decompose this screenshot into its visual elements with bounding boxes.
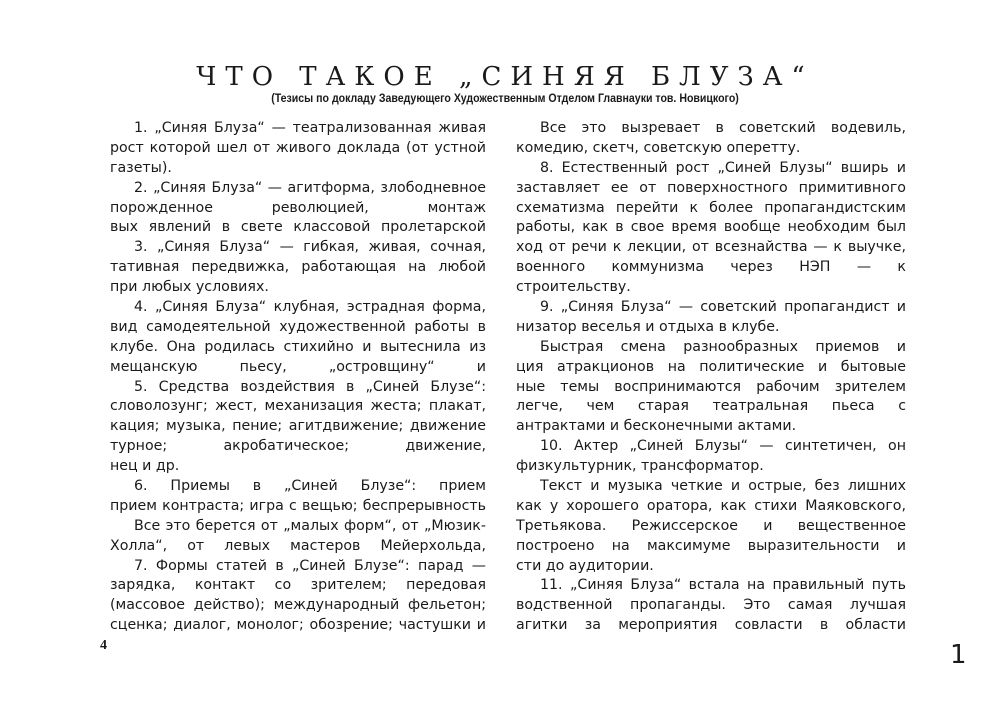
text-line: порожденное революцией, монтаж — [110, 199, 486, 216]
text-line: водственной пропаганды. Это самая лучшая — [516, 597, 906, 614]
text-line: газеты). — [110, 159, 172, 176]
paragraph — [110, 119, 486, 179]
paragraph — [110, 298, 486, 378]
text-line: 1. „Синяя Блуза“ — театрализованная живая — [134, 120, 486, 136]
paragraph — [110, 378, 486, 477]
text-line: Все это вызревает в советский водевиль, — [540, 120, 906, 136]
paragraph — [516, 437, 906, 477]
text-line: антрактами и бесконечными актами. — [516, 418, 797, 435]
text-line: Текст и музыка четкие и острые, без лишних — [540, 478, 906, 495]
paragraph — [110, 517, 486, 557]
text-line: рост которой шел от живого доклада (от устной — [110, 139, 486, 156]
text-line: словолозунг; жест, механизация жеста; плакат, — [110, 398, 486, 415]
text-line: ные темы воспринимаются рабочим зрителем — [516, 378, 906, 395]
text-line: прием контраста; игра с вещью; беспрерывность — [110, 497, 486, 514]
text-line: Третьякова. Режиссерское и вещественное — [516, 517, 906, 534]
text-line: вых явлений в свете классовой пролетарской — [110, 219, 486, 236]
text-line: легче, чем старая театральная пьеса с — [516, 398, 906, 415]
text-line: 5. Средства воздействия в „Синей Блузе“: — [134, 378, 486, 395]
text-line: 3. „Синяя Блуза“ — гибкая, живая, сочная, — [134, 239, 486, 256]
text-line: военного коммунизма через НЭП — к — [516, 259, 906, 276]
paragraph — [516, 576, 906, 636]
text-line: вид самодеятельной художественной работы в — [110, 318, 486, 335]
text-line: комедию, скетч, советскую оперетту. — [516, 139, 801, 156]
paragraph — [516, 119, 906, 159]
text-line: Быстрая смена разнообразных приемов и — [540, 338, 906, 355]
text-line: кация; музыка, пение; агитдвижение; движение — [110, 418, 486, 435]
text-line: 2. „Синяя Блуза“ — агитформа, злободневное — [134, 179, 486, 196]
text-line: схематизма перейти к более пропагандистским — [516, 199, 906, 216]
text-line: клубе. Она родилась стихийно и вытеснила из — [110, 338, 486, 355]
text-line: Холла“, от левых мастеров Мейерхольда, — [110, 537, 486, 554]
page-number: 4 — [100, 638, 107, 653]
page-title: ЧТО ТАКОЕ „СИНЯЯ БЛУЗА“ — [196, 62, 814, 92]
paragraph — [516, 298, 906, 338]
text-line: заставляет ее от поверхностного примитивного — [516, 179, 906, 196]
text-line: 7. Формы статей в „Синей Блузе“: парад — — [134, 557, 486, 574]
text-line: турное; акробатическое; движение, — [110, 438, 486, 455]
text-line: мещанскую пьесу, „островщину“ и — [110, 358, 486, 375]
text-line: 4. „Синяя Блуза“ клубная, эстрадная форма, — [134, 299, 486, 316]
text-line: сти до аудитории. — [516, 557, 654, 574]
text-line: тативная передвижка, работающая на любой — [110, 259, 486, 276]
text-line: физкультурник, трансформатор. — [516, 458, 764, 475]
paragraph — [110, 477, 486, 517]
text-line: низатор веселья и отдыха в клубе. — [516, 318, 780, 335]
left-column — [110, 119, 486, 636]
paragraph — [110, 557, 486, 637]
text-line: (массовое действо); международный фельетон; — [110, 597, 486, 614]
text-line: как у хорошего оратора, как стихи Маяковского, — [516, 497, 906, 514]
text-line: 10. Актер „Синей Блузы“ — синтетичен, он — [540, 438, 906, 455]
right-column — [516, 119, 906, 636]
text-line: ход от речи к лекции, от всезнайства — к выучке, — [516, 239, 906, 256]
text-line: построено на максимуме выразительности и — [516, 537, 906, 554]
text-line: ция атракционов на политические и бытовые — [516, 358, 906, 375]
text-line: при любых условиях. — [110, 279, 269, 296]
text-line: сценка; диалог, монолог; обозрение; частушки и — [110, 617, 486, 634]
page-subtitle: (Тезисы по докладу Заведующего Художественным Отделом Главнауки тов. Новицкого) — [271, 93, 739, 105]
paragraph — [516, 477, 906, 576]
text-line: Все это берется от „малых форм“, от „Мюзик- — [134, 517, 486, 534]
text-line: 8. Естественный рост „Синей Блузы“ вширь и — [540, 159, 906, 176]
text-line: 11. „Синяя Блуза“ встала на правильный путь — [540, 577, 906, 594]
paragraph — [110, 179, 486, 239]
text-line: зарядка, контакт со зрителем; передовая — [110, 577, 486, 594]
text-line: 9. „Синяя Блуза“ — советский пропагандист и — [540, 299, 906, 316]
text-line: нец и др. — [110, 458, 180, 475]
text-line: агитки за мероприятия совласти в области — [516, 617, 906, 634]
text-line: работы, как в свое время вообще необходим был — [516, 219, 906, 236]
edge-mark: 1 — [950, 640, 967, 670]
text-line: 6. Приемы в „Синей Блузе“: прием — [134, 478, 486, 495]
text-line: строительству. — [516, 279, 631, 296]
paragraph — [110, 238, 486, 298]
paragraph — [516, 159, 906, 298]
paragraph — [516, 338, 906, 437]
